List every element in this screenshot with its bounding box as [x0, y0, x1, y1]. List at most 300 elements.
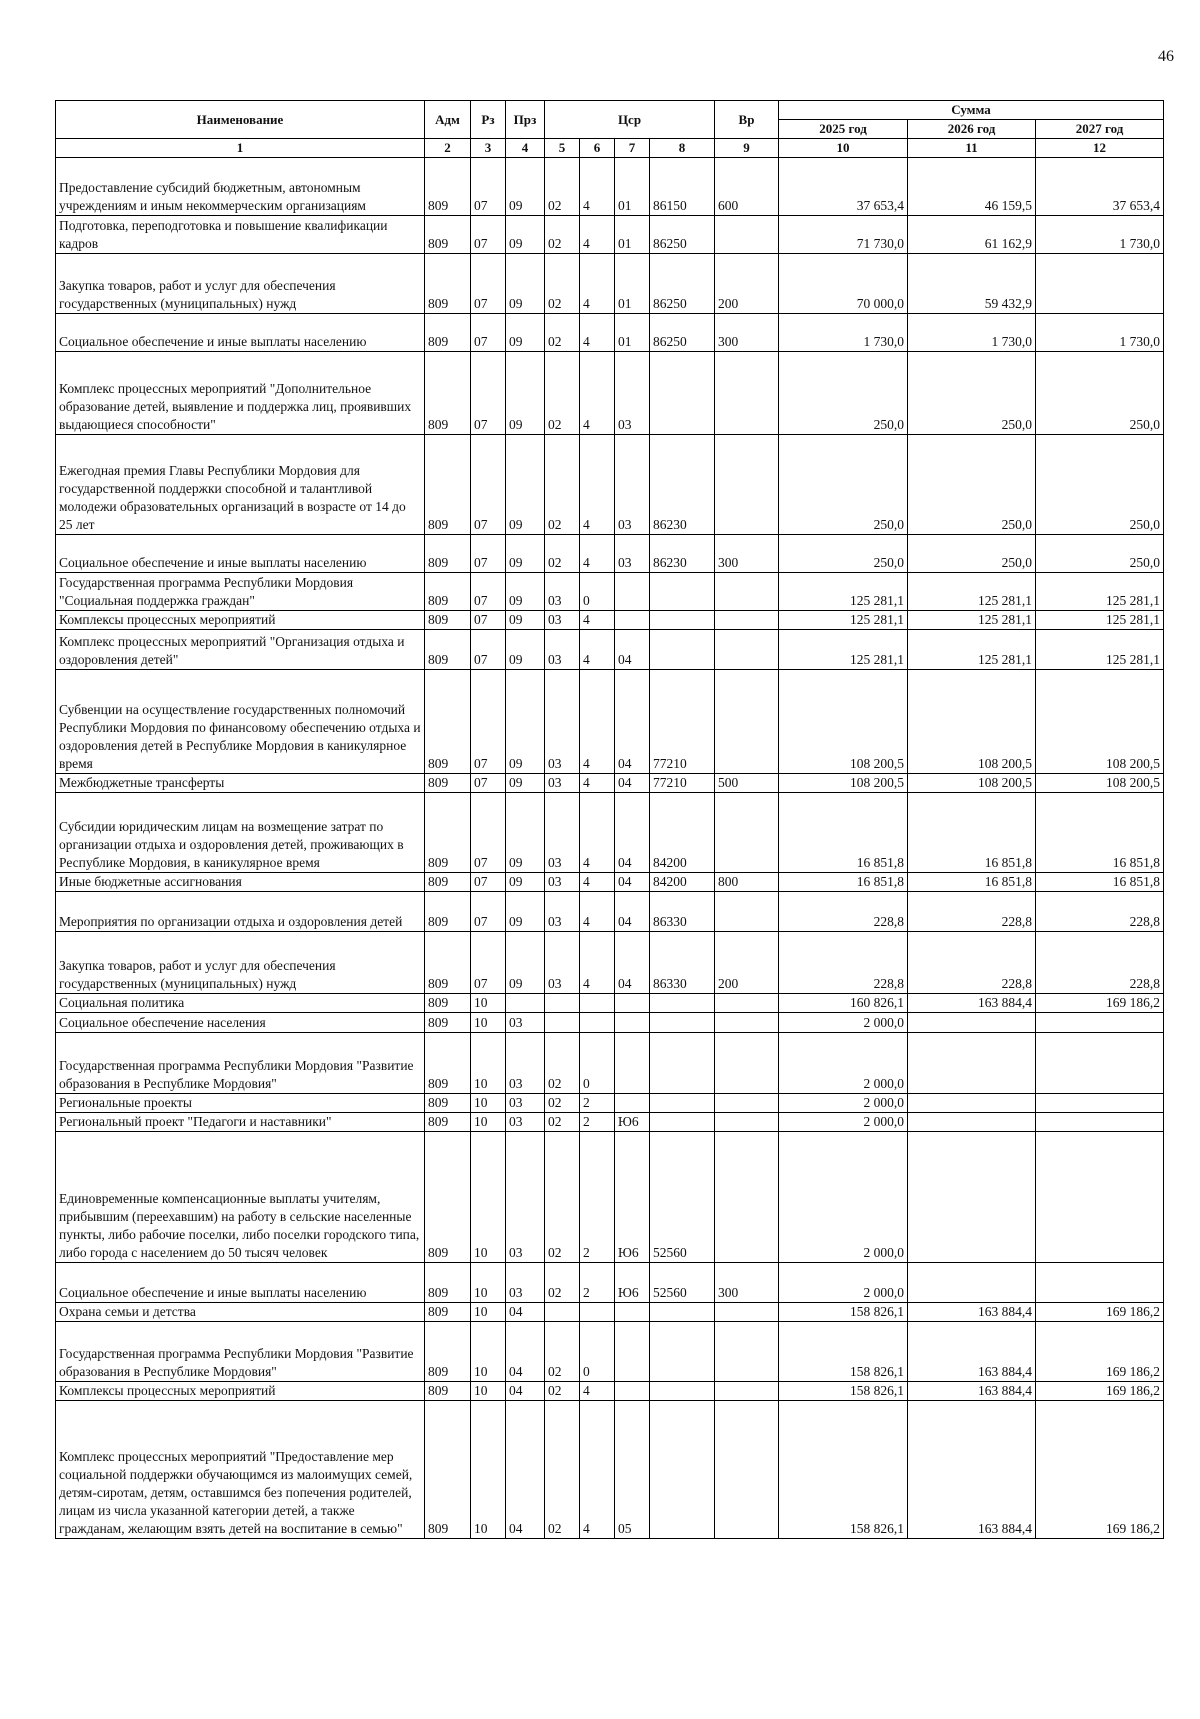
row-amount-2025: 125 281,1: [779, 611, 908, 630]
row-prz: 09: [506, 892, 545, 932]
row-vr: 300: [715, 314, 779, 352]
row-csr-6: 2: [580, 1094, 615, 1113]
row-amount-2025: 2 000,0: [779, 1094, 908, 1113]
row-rz: 07: [471, 793, 506, 873]
table-row: [56, 573, 1164, 611]
row-csr-7: Ю6: [615, 1113, 650, 1132]
row-csr-8: [650, 1303, 715, 1322]
row-prz: 03: [506, 1013, 545, 1033]
row-csr-5: 03: [545, 573, 580, 611]
row-adm: 809: [425, 1132, 471, 1263]
row-csr-5: 02: [545, 1322, 580, 1382]
row-amount-2026: 61 162,9: [908, 216, 1036, 254]
row-vr: [715, 1132, 779, 1263]
table-row: [56, 873, 1164, 892]
row-csr-8: 86230: [650, 535, 715, 573]
column-number: 4: [506, 139, 545, 158]
row-csr-6: [580, 1303, 615, 1322]
row-name: Единовременные компенсационные выплаты учителям, прибывшим (переехавшим) на работу в сельские населенные пункты, либо рабочие поселки, либо поселки городского типа, либо города с населением до 50 тысяч человек: [56, 1132, 425, 1263]
row-amount-2026: 16 851,8: [908, 793, 1036, 873]
row-prz: 04: [506, 1401, 545, 1539]
column-number: 3: [471, 139, 506, 158]
row-csr-8: [650, 1401, 715, 1539]
row-name: Охрана семьи и детства: [56, 1303, 425, 1322]
row-name: Закупка товаров, работ и услуг для обеспечения государственных (муниципальных) нужд: [56, 254, 425, 314]
row-name: Социальное обеспечение и иные выплаты населению: [56, 535, 425, 573]
row-amount-2026: [908, 1033, 1036, 1094]
row-csr-8: [650, 1382, 715, 1401]
row-csr-8: 86250: [650, 216, 715, 254]
row-rz: 07: [471, 216, 506, 254]
column-number: 11: [908, 139, 1036, 158]
row-amount-2027: 250,0: [1036, 435, 1164, 535]
row-csr-7: [615, 573, 650, 611]
column-number-row: [56, 139, 1164, 158]
row-csr-5: 03: [545, 611, 580, 630]
row-amount-2027: [1036, 1033, 1164, 1094]
row-amount-2027: [1036, 1113, 1164, 1132]
row-csr-6: 0: [580, 1033, 615, 1094]
row-csr-8: 86230: [650, 435, 715, 535]
row-amount-2025: 2 000,0: [779, 1033, 908, 1094]
row-vr: [715, 611, 779, 630]
row-csr-7: 04: [615, 892, 650, 932]
row-csr-6: 4: [580, 158, 615, 216]
row-prz: 03: [506, 1033, 545, 1094]
header-sum: Сумма: [779, 101, 1164, 120]
row-adm: 809: [425, 573, 471, 611]
row-csr-7: [615, 1033, 650, 1094]
row-rz: 10: [471, 1322, 506, 1382]
row-vr: [715, 573, 779, 611]
row-rz: 07: [471, 352, 506, 435]
row-vr: 300: [715, 1263, 779, 1303]
budget-table: [55, 100, 1164, 1539]
row-amount-2025: 2 000,0: [779, 1113, 908, 1132]
row-amount-2026: [908, 1094, 1036, 1113]
row-name: Предоставление субсидий бюджетным, автономным учреждениям и иным некоммерческим организациям: [56, 158, 425, 216]
row-vr: [715, 1303, 779, 1322]
column-number: 7: [615, 139, 650, 158]
row-amount-2025: 2 000,0: [779, 1263, 908, 1303]
row-amount-2027: [1036, 1263, 1164, 1303]
row-csr-7: 01: [615, 216, 650, 254]
row-csr-6: 4: [580, 254, 615, 314]
row-amount-2025: 37 653,4: [779, 158, 908, 216]
row-csr-5: 02: [545, 352, 580, 435]
row-csr-5: [545, 1303, 580, 1322]
row-name: Комплекс процессных мероприятий "Организация отдыха и оздоровления детей": [56, 630, 425, 670]
row-amount-2025: 2 000,0: [779, 1013, 908, 1033]
row-rz: 10: [471, 1382, 506, 1401]
table-row: [56, 1322, 1164, 1382]
row-amount-2027: 108 200,5: [1036, 774, 1164, 793]
row-rz: 07: [471, 892, 506, 932]
row-vr: 200: [715, 254, 779, 314]
row-csr-8: 86330: [650, 932, 715, 994]
row-prz: 09: [506, 216, 545, 254]
row-vr: [715, 435, 779, 535]
table-row: [56, 1401, 1164, 1539]
row-amount-2025: 250,0: [779, 352, 908, 435]
row-csr-6: 4: [580, 314, 615, 352]
row-csr-7: 01: [615, 254, 650, 314]
row-csr-8: [650, 1113, 715, 1132]
row-csr-7: 04: [615, 873, 650, 892]
row-csr-7: 04: [615, 932, 650, 994]
row-name: Государственная программа Республики Мордовия "Социальная поддержка граждан": [56, 573, 425, 611]
row-amount-2025: 250,0: [779, 535, 908, 573]
row-prz: 03: [506, 1113, 545, 1132]
row-name: Субсидии юридическим лицам на возмещение затрат по организации отдыха и оздоровления детей, проживающих в Республике Мордовия, в каникулярное время: [56, 793, 425, 873]
row-prz: 09: [506, 573, 545, 611]
row-adm: 809: [425, 873, 471, 892]
row-rz: 10: [471, 1263, 506, 1303]
row-amount-2026: 108 200,5: [908, 774, 1036, 793]
row-csr-5: 02: [545, 314, 580, 352]
row-prz: 09: [506, 435, 545, 535]
row-csr-5: 03: [545, 892, 580, 932]
row-csr-8: [650, 1033, 715, 1094]
row-amount-2026: [908, 1263, 1036, 1303]
row-vr: 600: [715, 158, 779, 216]
row-rz: 07: [471, 435, 506, 535]
row-csr-7: [615, 1322, 650, 1382]
row-amount-2026: 163 884,4: [908, 1382, 1036, 1401]
row-adm: 809: [425, 1401, 471, 1539]
row-rz: 10: [471, 994, 506, 1013]
row-amount-2025: 108 200,5: [779, 670, 908, 774]
row-name: Региональный проект "Педагоги и наставники": [56, 1113, 425, 1132]
row-csr-5: 03: [545, 873, 580, 892]
row-csr-8: [650, 573, 715, 611]
row-prz: 03: [506, 1263, 545, 1303]
row-amount-2025: 125 281,1: [779, 573, 908, 611]
row-name: Комплекс процессных мероприятий "Дополнительное образование детей, выявление и поддержка лиц, проявивших выдающиеся способности": [56, 352, 425, 435]
row-amount-2025: 16 851,8: [779, 873, 908, 892]
header-2025: 2025 год: [779, 120, 908, 139]
row-csr-6: 4: [580, 932, 615, 994]
row-name: Комплексы процессных мероприятий: [56, 1382, 425, 1401]
row-csr-5: 02: [545, 1094, 580, 1113]
row-name: Социальная политика: [56, 994, 425, 1013]
table-row: [56, 254, 1164, 314]
row-adm: 809: [425, 1113, 471, 1132]
row-name: Межбюджетные трансферты: [56, 774, 425, 793]
table-row: [56, 774, 1164, 793]
row-adm: 809: [425, 1033, 471, 1094]
row-csr-7: [615, 1094, 650, 1113]
row-amount-2025: 158 826,1: [779, 1303, 908, 1322]
row-adm: 809: [425, 158, 471, 216]
row-amount-2027: 228,8: [1036, 892, 1164, 932]
table-row: [56, 314, 1164, 352]
row-prz: 03: [506, 1094, 545, 1113]
row-amount-2026: 228,8: [908, 932, 1036, 994]
row-csr-8: 84200: [650, 793, 715, 873]
row-amount-2026: 250,0: [908, 535, 1036, 573]
table-row: [56, 611, 1164, 630]
table-row: [56, 994, 1164, 1013]
row-adm: 809: [425, 611, 471, 630]
row-csr-8: 84200: [650, 873, 715, 892]
row-amount-2025: 228,8: [779, 892, 908, 932]
row-prz: 09: [506, 630, 545, 670]
row-amount-2026: 250,0: [908, 352, 1036, 435]
row-rz: 07: [471, 535, 506, 573]
row-csr-7: [615, 994, 650, 1013]
row-csr-7: [615, 611, 650, 630]
row-csr-6: 4: [580, 630, 615, 670]
row-adm: 809: [425, 670, 471, 774]
header-name: Наименование: [56, 101, 425, 139]
row-adm: 809: [425, 774, 471, 793]
row-amount-2026: 46 159,5: [908, 158, 1036, 216]
row-csr-5: 02: [545, 435, 580, 535]
row-vr: [715, 793, 779, 873]
row-amount-2027: 1 730,0: [1036, 314, 1164, 352]
row-csr-7: 04: [615, 630, 650, 670]
row-amount-2025: 70 000,0: [779, 254, 908, 314]
row-csr-5: 02: [545, 216, 580, 254]
row-vr: [715, 1033, 779, 1094]
table-row: [56, 1303, 1164, 1322]
row-name: Комплекс процессных мероприятий "Предоставление мер социальной поддержки обучающимся из малоимущих семей, детям-сиротам, детям, оставшимся без попечения родителей, лицам из числа указанной категории детей, а также гражданам, желающим взять детей на воспитание в семью": [56, 1401, 425, 1539]
row-csr-7: Ю6: [615, 1132, 650, 1263]
row-csr-7: 01: [615, 314, 650, 352]
row-vr: [715, 994, 779, 1013]
row-vr: [715, 1094, 779, 1113]
row-vr: [715, 1382, 779, 1401]
row-vr: [715, 1013, 779, 1033]
row-amount-2027: 1 730,0: [1036, 216, 1164, 254]
row-rz: 10: [471, 1303, 506, 1322]
row-csr-5: 02: [545, 1033, 580, 1094]
row-csr-6: 4: [580, 1401, 615, 1539]
header-csr: Цср: [545, 101, 715, 139]
row-csr-6: 4: [580, 216, 615, 254]
row-adm: 809: [425, 254, 471, 314]
column-number: 1: [56, 139, 425, 158]
row-csr-6: 2: [580, 1132, 615, 1263]
row-prz: 09: [506, 932, 545, 994]
row-vr: [715, 1322, 779, 1382]
row-csr-7: 03: [615, 352, 650, 435]
row-amount-2025: 1 730,0: [779, 314, 908, 352]
row-adm: 809: [425, 1303, 471, 1322]
table-row: [56, 1094, 1164, 1113]
row-amount-2027: 16 851,8: [1036, 793, 1164, 873]
row-adm: 809: [425, 892, 471, 932]
row-amount-2027: 250,0: [1036, 535, 1164, 573]
table-row: [56, 1113, 1164, 1132]
row-amount-2027: 169 186,2: [1036, 1322, 1164, 1382]
row-rz: 10: [471, 1033, 506, 1094]
row-csr-8: 52560: [650, 1132, 715, 1263]
row-vr: 200: [715, 932, 779, 994]
row-csr-8: [650, 1013, 715, 1033]
row-amount-2026: 108 200,5: [908, 670, 1036, 774]
row-csr-7: 01: [615, 158, 650, 216]
header-adm: Адм: [425, 101, 471, 139]
row-amount-2025: 125 281,1: [779, 630, 908, 670]
column-number: 9: [715, 139, 779, 158]
row-prz: 03: [506, 1132, 545, 1263]
row-prz: [506, 994, 545, 1013]
row-csr-8: 86150: [650, 158, 715, 216]
row-name: Иные бюджетные ассигнования: [56, 873, 425, 892]
row-adm: 809: [425, 932, 471, 994]
row-csr-8: [650, 630, 715, 670]
row-csr-7: 05: [615, 1401, 650, 1539]
row-adm: 809: [425, 1013, 471, 1033]
row-csr-8: [650, 1322, 715, 1382]
row-name: Мероприятия по организации отдыха и оздоровления детей: [56, 892, 425, 932]
row-csr-7: 04: [615, 774, 650, 793]
page-number: 46: [1158, 48, 1174, 65]
row-csr-7: 04: [615, 793, 650, 873]
row-csr-6: 4: [580, 793, 615, 873]
row-csr-6: 0: [580, 1322, 615, 1382]
row-amount-2026: 59 432,9: [908, 254, 1036, 314]
row-csr-8: 86250: [650, 314, 715, 352]
row-amount-2025: 108 200,5: [779, 774, 908, 793]
table-row: [56, 670, 1164, 774]
row-csr-6: 4: [580, 670, 615, 774]
row-vr: [715, 1401, 779, 1539]
row-amount-2027: 169 186,2: [1036, 1401, 1164, 1539]
row-csr-8: 77210: [650, 774, 715, 793]
row-csr-5: 02: [545, 254, 580, 314]
table-row: [56, 892, 1164, 932]
row-csr-5: 03: [545, 630, 580, 670]
row-amount-2027: [1036, 1013, 1164, 1033]
row-vr: 500: [715, 774, 779, 793]
row-adm: 809: [425, 793, 471, 873]
row-csr-7: 04: [615, 670, 650, 774]
row-amount-2026: 125 281,1: [908, 611, 1036, 630]
row-csr-8: [650, 611, 715, 630]
row-csr-7: Ю6: [615, 1263, 650, 1303]
header-2026: 2026 год: [908, 120, 1036, 139]
row-prz: 09: [506, 873, 545, 892]
row-csr-5: 02: [545, 1401, 580, 1539]
row-rz: 10: [471, 1132, 506, 1263]
header-2027: 2027 год: [1036, 120, 1164, 139]
row-amount-2027: 169 186,2: [1036, 1382, 1164, 1401]
row-csr-6: 4: [580, 352, 615, 435]
table-row: [56, 932, 1164, 994]
row-vr: [715, 216, 779, 254]
row-csr-5: 02: [545, 1263, 580, 1303]
row-amount-2027: 169 186,2: [1036, 994, 1164, 1013]
table-row: [56, 793, 1164, 873]
row-name: Государственная программа Республики Мордовия "Развитие образования в Республике Мордовия": [56, 1322, 425, 1382]
row-adm: 809: [425, 352, 471, 435]
row-rz: 07: [471, 670, 506, 774]
row-name: Закупка товаров, работ и услуг для обеспечения государственных (муниципальных) нужд: [56, 932, 425, 994]
row-amount-2027: [1036, 254, 1164, 314]
column-number: 10: [779, 139, 908, 158]
row-csr-7: [615, 1013, 650, 1033]
row-name: Региональные проекты: [56, 1094, 425, 1113]
table-row: [56, 1033, 1164, 1094]
row-csr-6: 2: [580, 1263, 615, 1303]
column-number: 2: [425, 139, 471, 158]
row-prz: 04: [506, 1382, 545, 1401]
row-amount-2027: 250,0: [1036, 352, 1164, 435]
header-prz: Прз: [506, 101, 545, 139]
row-amount-2027: 125 281,1: [1036, 573, 1164, 611]
row-name: Субвенции на осуществление государственных полномочий Республики Мордовия по финансовому обеспечению отдыха и оздоровления детей в Республике Мордовия в каникулярное время: [56, 670, 425, 774]
row-csr-7: 03: [615, 535, 650, 573]
row-csr-6: 2: [580, 1113, 615, 1132]
row-amount-2027: 16 851,8: [1036, 873, 1164, 892]
row-csr-8: 77210: [650, 670, 715, 774]
row-csr-5: 02: [545, 158, 580, 216]
row-adm: 809: [425, 216, 471, 254]
row-amount-2027: 37 653,4: [1036, 158, 1164, 216]
row-amount-2027: 108 200,5: [1036, 670, 1164, 774]
row-amount-2026: 250,0: [908, 435, 1036, 535]
row-amount-2026: 1 730,0: [908, 314, 1036, 352]
row-name: Социальное обеспечение населения: [56, 1013, 425, 1033]
row-adm: 809: [425, 1382, 471, 1401]
row-rz: 07: [471, 158, 506, 216]
row-amount-2026: [908, 1132, 1036, 1263]
column-number: 8: [650, 139, 715, 158]
row-amount-2025: 2 000,0: [779, 1132, 908, 1263]
row-amount-2026: 125 281,1: [908, 573, 1036, 611]
row-csr-8: 52560: [650, 1263, 715, 1303]
row-vr: 800: [715, 873, 779, 892]
row-csr-5: 02: [545, 1113, 580, 1132]
row-csr-5: 02: [545, 1132, 580, 1263]
row-amount-2026: 163 884,4: [908, 994, 1036, 1013]
row-amount-2025: 71 730,0: [779, 216, 908, 254]
row-csr-6: 4: [580, 435, 615, 535]
row-amount-2025: 228,8: [779, 932, 908, 994]
row-csr-8: 86250: [650, 254, 715, 314]
row-csr-5: 03: [545, 774, 580, 793]
table-row: [56, 1263, 1164, 1303]
row-rz: 07: [471, 314, 506, 352]
row-amount-2025: 158 826,1: [779, 1382, 908, 1401]
row-rz: 10: [471, 1094, 506, 1113]
row-amount-2026: [908, 1113, 1036, 1132]
row-amount-2027: 125 281,1: [1036, 611, 1164, 630]
row-prz: 04: [506, 1322, 545, 1382]
row-csr-8: [650, 994, 715, 1013]
table-row: [56, 352, 1164, 435]
row-prz: 09: [506, 158, 545, 216]
row-adm: 809: [425, 994, 471, 1013]
table-row: [56, 1382, 1164, 1401]
row-rz: 07: [471, 254, 506, 314]
row-csr-7: 03: [615, 435, 650, 535]
row-prz: 04: [506, 1303, 545, 1322]
row-vr: 300: [715, 535, 779, 573]
column-number: 6: [580, 139, 615, 158]
row-vr: [715, 630, 779, 670]
row-name: Ежегодная премия Главы Республики Мордовия для государственной поддержки способной и талантливой молодежи образовательных организаций в возрасте от 14 до 25 лет: [56, 435, 425, 535]
table-row: [56, 630, 1164, 670]
row-csr-7: [615, 1303, 650, 1322]
column-number: 12: [1036, 139, 1164, 158]
row-amount-2025: 158 826,1: [779, 1322, 908, 1382]
row-csr-6: 4: [580, 774, 615, 793]
row-prz: 09: [506, 314, 545, 352]
